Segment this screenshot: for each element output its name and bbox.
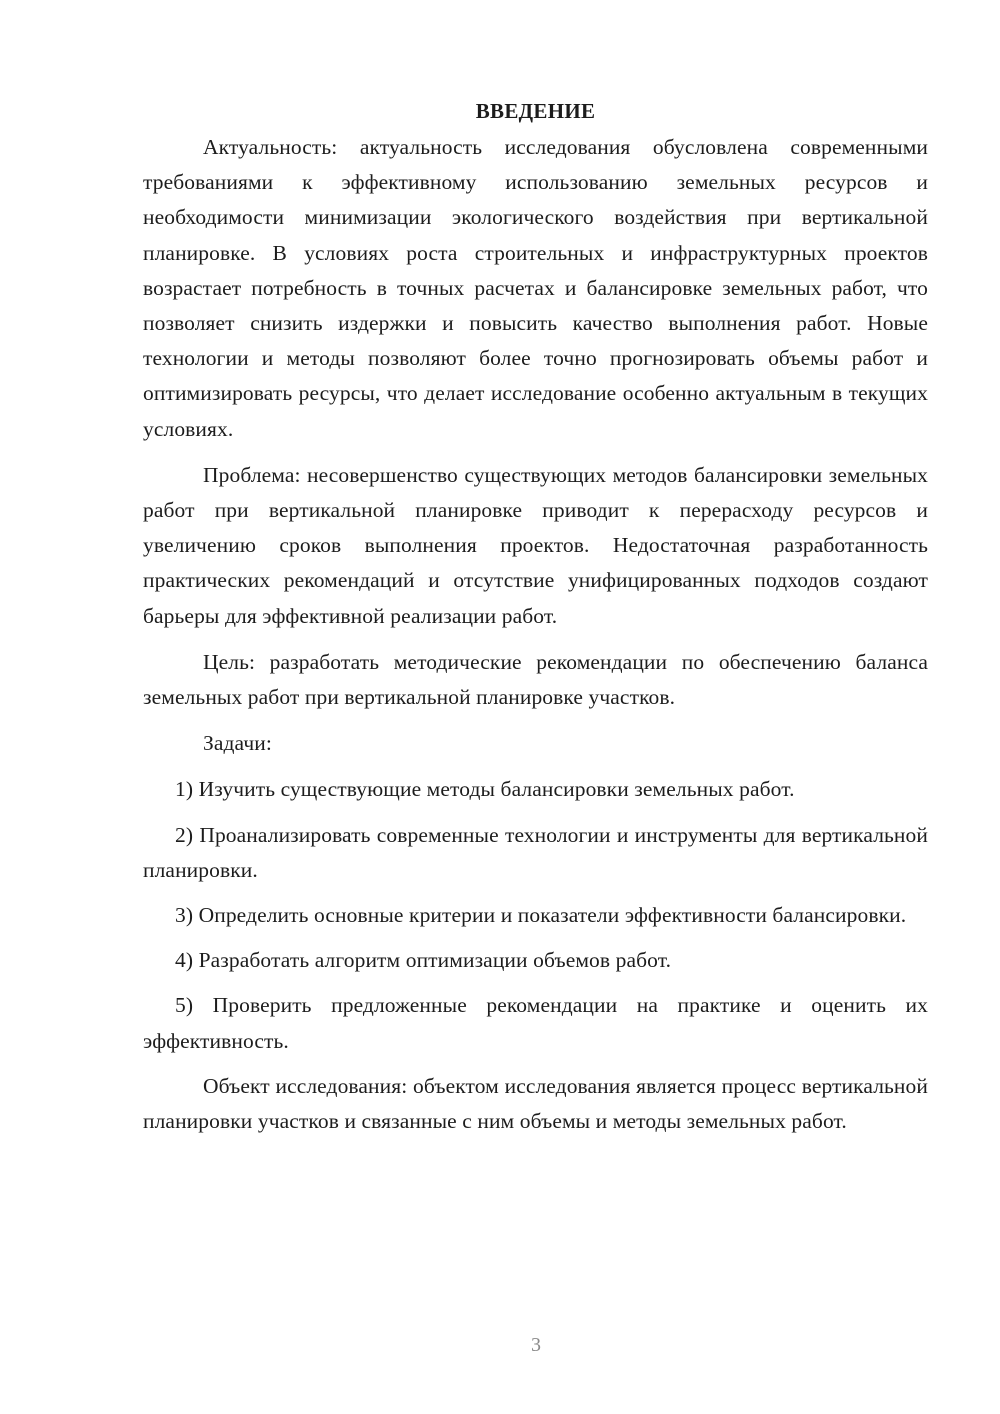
task-item-4: 4) Разработать алгоритм оптимизации объемов работ.	[175, 948, 672, 973]
paragraph-problem: Проблема: несовершенство существующих методов балансировки земельных работ при вертикальной планировке приводит к перерасходу ресурсов и увеличению сроков выполнения проектов. Недостаточная разработанность практических рекомендаций и отсутствие унифицированных подходов создают барьеры для эффективной реализации работ.	[143, 462, 928, 628]
paragraph-object: Объект исследования: объектом исследования является процесс вертикальной планировки участков и связанные с ним объемы и методы земельных работ.	[143, 1073, 928, 1134]
task-item-3: 3) Определить основные критерии и показатели эффективности балансировки.	[175, 903, 907, 928]
task-item-5: 5) Проверить предложенные рекомендации на практике и оценить их эффективность.	[143, 993, 928, 1053]
section-title: ВВЕДЕНИЕ	[475, 99, 596, 123]
page-number: 3	[531, 1334, 541, 1356]
task-item-1: 1) Изучить существующие методы балансировки земельных работ.	[175, 777, 795, 802]
paragraph-goal: Цель: разработать методические рекомендации по обеспечению баланса земельных работ при вертикальной планировке участков.	[143, 649, 928, 710]
tasks-heading: Задачи:	[203, 731, 272, 756]
page-body	[143, 96, 928, 1150]
task-item-2: 2) Проанализировать современные технологии и инструменты для вертикальной планировки.	[143, 822, 928, 882]
paragraph-relevance: Актуальность: актуальность исследования обусловлена современными требованиями к эффективному использованию земельных ресурсов и необходимости минимизации экологического воздействия при вертикальной планировке. В условиях роста строительных и инфраструктурных проектов возрастает потребность в точных расчетах и балансировке земельных работ, что позволяет снизить издержки и повысить качество выполнения работ. Новые технологии и методы позволяют более точно прогнозировать объемы работ и оптимизировать ресурсы, что делает исследование особенно актуальным в текущих условиях.	[143, 135, 928, 441]
